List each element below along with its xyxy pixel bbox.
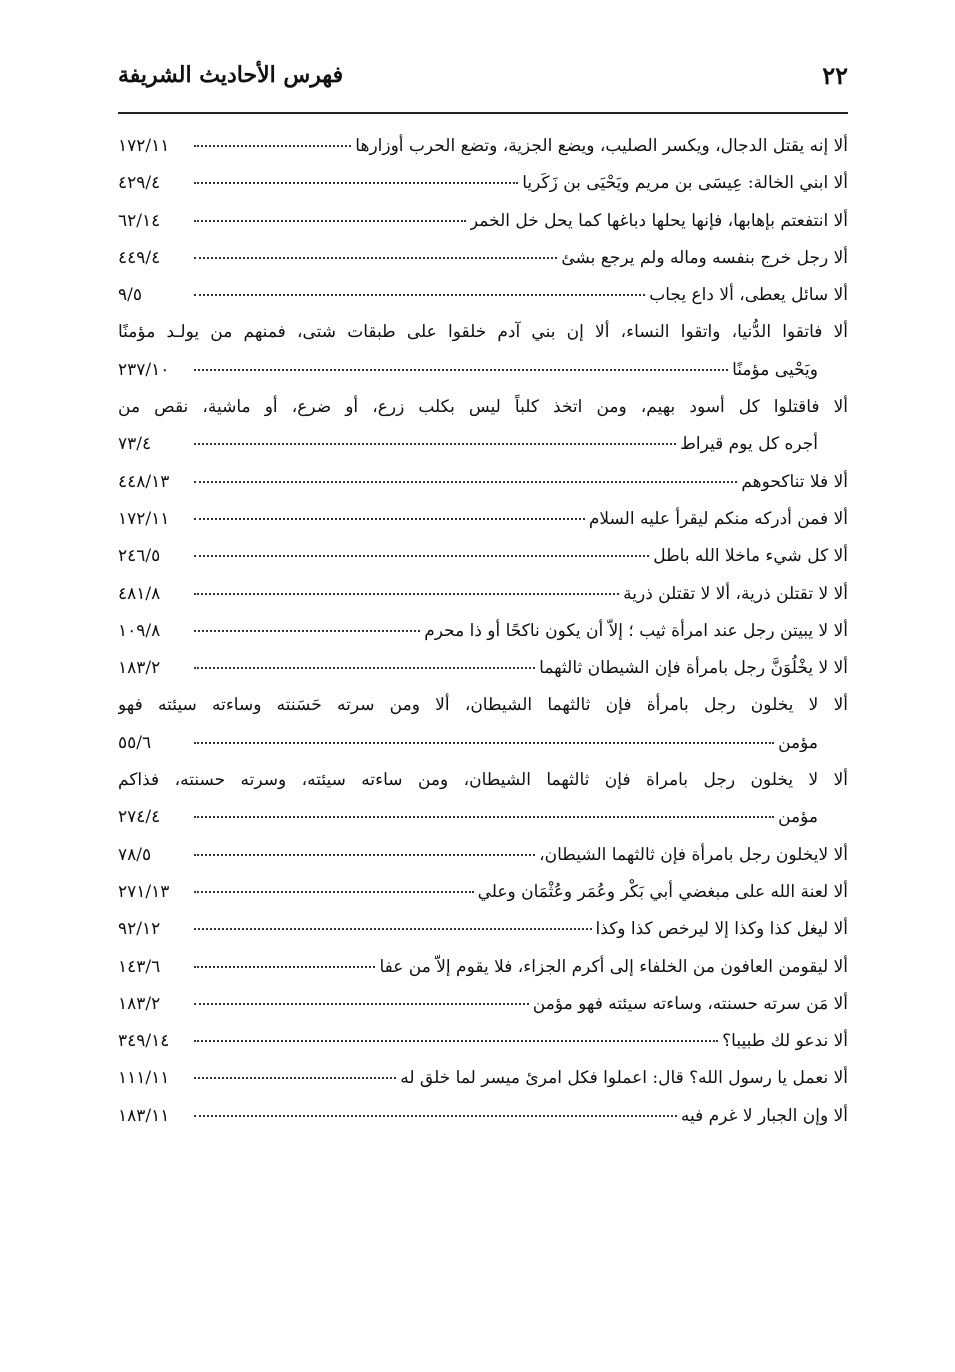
index-entry [118, 911, 848, 948]
leader-dots [194, 181, 518, 184]
entry-reference: ٤٢٩/٤ [118, 173, 161, 194]
entry-reference: ٤٤٨/١٣ [118, 471, 170, 492]
entry-reference: ٤٤٩/٤ [118, 247, 161, 268]
entry-text: ألا ليغل كذا وكذا إلا ليرخص كذا وكذا [595, 919, 848, 940]
entry-reference: ١١١/١١ [118, 1068, 170, 1089]
leader-dots [194, 1114, 677, 1117]
entry-text: ألا نعمل يا رسول الله؟ قال: اعملوا فكل امرئ ميسر لما خلق له [400, 1068, 848, 1089]
index-entry [118, 240, 848, 277]
entry-text: ألا لعنة الله على مبغضي أبي بَكْر وعُمَر وعُثْمَان وعلي [477, 881, 848, 902]
leader-dots [194, 293, 645, 296]
index-entry [118, 613, 848, 650]
leader-dots [194, 144, 351, 147]
index-entry [118, 949, 848, 986]
entry-text: ألا إنه يقتل الدجال، ويكسر الصليب، ويضع الجزية، وتضع الحرب أوزارها [355, 136, 848, 156]
leader-dots [194, 1039, 718, 1042]
entry-text: مؤمن [778, 732, 818, 753]
entry-text: ألا ليقومن العافون من الخلفاء إلى أكرم الجزاء، فلا يقوم إلاّ من عفا [379, 956, 848, 977]
leader-dots [194, 965, 375, 968]
hadith-index-list [118, 128, 848, 1135]
entry-reference: ٤٨١/٨ [118, 583, 161, 604]
page-header [118, 52, 848, 98]
entry-reference: ٢٧١/١٣ [118, 881, 170, 902]
leader-dots [194, 1002, 529, 1005]
index-entry [118, 986, 848, 1023]
entry-text: ألا لايخلون رجل بامرأة فإن ثالثهما الشيطان، [539, 844, 848, 865]
index-entry [118, 501, 848, 538]
leader-dots [194, 815, 774, 818]
leader-dots [194, 890, 474, 893]
entry-text-line: ألا فاتقوا الدُّنيا، واتقوا النساء، ألا إن بني آدم خلقوا على طبقات شتى، فمنهم من يولـد مؤمنًا [118, 322, 848, 343]
entry-reference: ٩٢/١٢ [118, 919, 161, 940]
entry-text: ويَحْيى مؤمنًا [732, 359, 818, 380]
entry-reference: ٢٤٦/٥ [118, 546, 161, 567]
index-entry [118, 128, 848, 165]
leader-dots [194, 554, 649, 557]
entry-text: ألا فلا تناكحوهم [741, 471, 848, 492]
leader-dots [194, 853, 535, 856]
index-entry [118, 389, 848, 464]
entry-reference: ٦٢/١٤ [118, 210, 161, 231]
entry-reference: ٣٤٩/١٤ [118, 1031, 170, 1052]
index-entry [118, 277, 848, 314]
entry-text: ألا رجل خرج بنفسه وماله ولم يرجع بشئ [561, 247, 848, 268]
index-entry [118, 1060, 848, 1097]
entry-text: ألا لا يبيتن رجل عند امرأة ثيب ؛ إلاّ أن يكون ناكحًا أو ذا محرم [424, 620, 848, 641]
entry-reference: ٧٣/٤ [118, 434, 152, 455]
entry-reference: ١٧٢/١١ [118, 136, 170, 156]
entry-reference: ٩/٥ [118, 285, 142, 306]
entry-reference: ١٨٣/١١ [118, 1105, 170, 1126]
leader-dots [194, 592, 619, 595]
entry-text-line: ألا فاقتلوا كل أسود بهيم، ومن اتخذ كلباً ليس بكلب زرع، أو ضرع، أو ماشية، نقص من [118, 397, 848, 418]
entry-reference: ٢٣٧/١٠ [118, 359, 170, 380]
leader-dots [194, 219, 466, 222]
leader-dots [194, 1076, 396, 1079]
entry-text: ألا سائل يعطى، ألا داع يجاب [649, 285, 848, 306]
index-entry [118, 874, 848, 911]
entry-reference: ١٨٣/٢ [118, 993, 161, 1014]
leader-dots [194, 629, 420, 632]
index-entry [118, 576, 848, 613]
leader-dots [194, 517, 585, 520]
index-entry [118, 687, 848, 762]
leader-dots [194, 442, 676, 445]
entry-text: ألا ندعو لك طبيبا؟ [722, 1031, 848, 1052]
index-entry [118, 538, 848, 575]
leader-dots [194, 368, 728, 371]
entry-reference: ١٠٩/٨ [118, 620, 161, 641]
entry-text: ألا ابني الخالة: عِيسَى بن مريم ويَحْيَى بن زَكَريا [522, 173, 848, 194]
index-entry [118, 464, 848, 501]
entry-text: ألا انتفعتم بإهابها، فإنها يحلها دباغها كما يحل خل الخمر [469, 210, 848, 231]
leader-dots [194, 256, 557, 259]
entry-reference: ١٤٣/٦ [118, 956, 161, 977]
entry-text-line: ألا لا يخلون رجل بامرأة فإن ثالثهما الشيطان، ألا ومن سرته حَسَنته وساءته سيئته فهو [118, 695, 848, 716]
leader-dots [194, 666, 535, 669]
index-entry [118, 1023, 848, 1060]
page-number: ٢٢ [822, 60, 848, 90]
leader-dots [194, 927, 592, 930]
index-entry [118, 1098, 848, 1135]
index-entry [118, 314, 848, 389]
entry-reference: ٢٧٤/٤ [118, 807, 161, 828]
entry-reference: ١٨٣/٢ [118, 658, 161, 679]
entry-text-line: ألا لا يخلون رجل بامراة فإن ثالثهما الشيطان، ومن ساءته سيئته، وسرته حسنته، فذاكم [118, 770, 848, 791]
entry-reference: ١٧٢/١١ [118, 508, 170, 529]
entry-text: ألا وإن الجبار لا غرم فيه [680, 1105, 848, 1126]
page-title: فهرس الأحاديث الشريفة [118, 62, 344, 88]
index-entry [118, 650, 848, 687]
entry-text: ألا لا تقتلن ذرية، ألا لا تقتلن ذرية [623, 583, 848, 604]
index-entry [118, 203, 848, 240]
leader-dots [194, 741, 774, 744]
entry-text: مؤمن [778, 807, 818, 828]
entry-reference: ٥٥/٦ [118, 732, 152, 753]
leader-dots [194, 480, 737, 483]
index-entry [118, 762, 848, 837]
index-entry [118, 837, 848, 874]
entry-text: ألا لا يخْلُوَنَّ رجل بامرأة فإن الشيطان ثالثهما [539, 658, 848, 679]
entry-text: ألا مَن سرته حسنته، وساءته سيئته فهو مؤمن [532, 993, 848, 1014]
entry-text: ألا فمن أدركه منكم ليقرأ عليه السلام [588, 508, 848, 529]
entry-reference: ٧٨/٥ [118, 844, 152, 865]
entry-text: أجره كل يوم قيراط [680, 434, 818, 455]
header-rule [118, 112, 848, 114]
entry-text: ألا كل شيء ماخلا الله باطل [653, 546, 848, 567]
index-entry [118, 165, 848, 202]
